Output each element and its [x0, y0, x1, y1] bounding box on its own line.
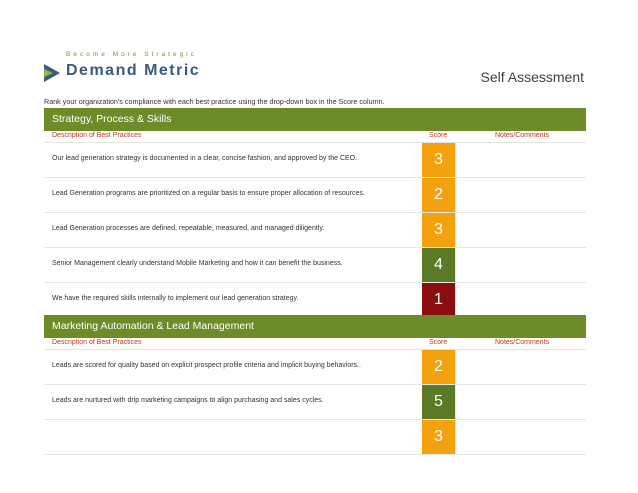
score-dropdown[interactable]: 5 — [422, 385, 455, 419]
practice-description: Senior Management clearly understand Mobile Marketing and how it can benefit the business. — [52, 260, 343, 267]
score-dropdown[interactable]: 1 — [422, 283, 455, 317]
table-row — [44, 283, 586, 318]
score-dropdown[interactable]: 3 — [422, 420, 455, 454]
notes-cell[interactable] — [455, 420, 586, 454]
score-dropdown[interactable]: 2 — [422, 178, 455, 212]
column-header-row — [44, 338, 586, 350]
column-notes: Notes/Comments — [495, 339, 550, 346]
notes-cell[interactable] — [455, 283, 586, 317]
notes-cell[interactable] — [455, 178, 586, 212]
table-row — [44, 350, 586, 385]
demand-metric-logo — [44, 51, 224, 86]
logo-mark-icon — [44, 64, 60, 82]
practice-description: Our lead generation strategy is documented in a clear, concise fashion, and approved by the CEO. — [52, 155, 358, 162]
column-score: Score — [429, 339, 448, 346]
notes-cell[interactable] — [455, 143, 586, 177]
score-dropdown[interactable]: 2 — [422, 350, 455, 384]
notes-cell[interactable] — [455, 213, 586, 247]
column-description: Description of Best Practices — [52, 339, 142, 346]
instruction-text: Rank your organization's compliance with each best practice using the drop-down box in the Score column. — [44, 97, 385, 106]
column-description: Description of Best Practices — [52, 132, 142, 139]
section-header: Marketing Automation & Lead Management — [44, 315, 586, 338]
notes-cell[interactable] — [455, 350, 586, 384]
practice-description: Lead Generation programs are prioritized on a regular basis to ensure proper allocation of resources. — [52, 190, 365, 197]
table-row — [44, 420, 586, 455]
table-row — [44, 248, 586, 283]
score-dropdown[interactable]: 3 — [422, 213, 455, 247]
logo-tagline: Become More Strategic — [66, 51, 197, 58]
section-marketing-automation — [44, 315, 586, 445]
practice-description: Leads are scored for quality based on explicit prospect profile criteria and implicit buying behaviors.. — [52, 362, 361, 369]
notes-cell[interactable] — [455, 248, 586, 282]
column-notes: Notes/Comments — [495, 132, 550, 139]
practice-description: We have the required skills internally to implement our lead generation strategy. — [52, 295, 299, 302]
table-row — [44, 213, 586, 248]
table-row — [44, 143, 586, 178]
table-row — [44, 385, 586, 420]
practice-description: Lead Generation processes are defined, repeatable, measured, and managed diligently. — [52, 225, 325, 232]
section-strategy — [44, 108, 586, 318]
column-score: Score — [429, 132, 448, 139]
score-dropdown[interactable]: 4 — [422, 248, 455, 282]
column-header-row — [44, 131, 586, 143]
practice-description: Leads are nurtured with drip marketing campaigns to align purchasing and sales cycles. — [52, 397, 324, 404]
table-row — [44, 178, 586, 213]
score-dropdown[interactable]: 3 — [422, 143, 455, 177]
section-header: Strategy, Process & Skills — [44, 108, 586, 131]
page-title: Self Assessment — [480, 69, 584, 85]
notes-cell[interactable] — [455, 385, 586, 419]
logo-brand: Demand Metric — [66, 62, 201, 79]
